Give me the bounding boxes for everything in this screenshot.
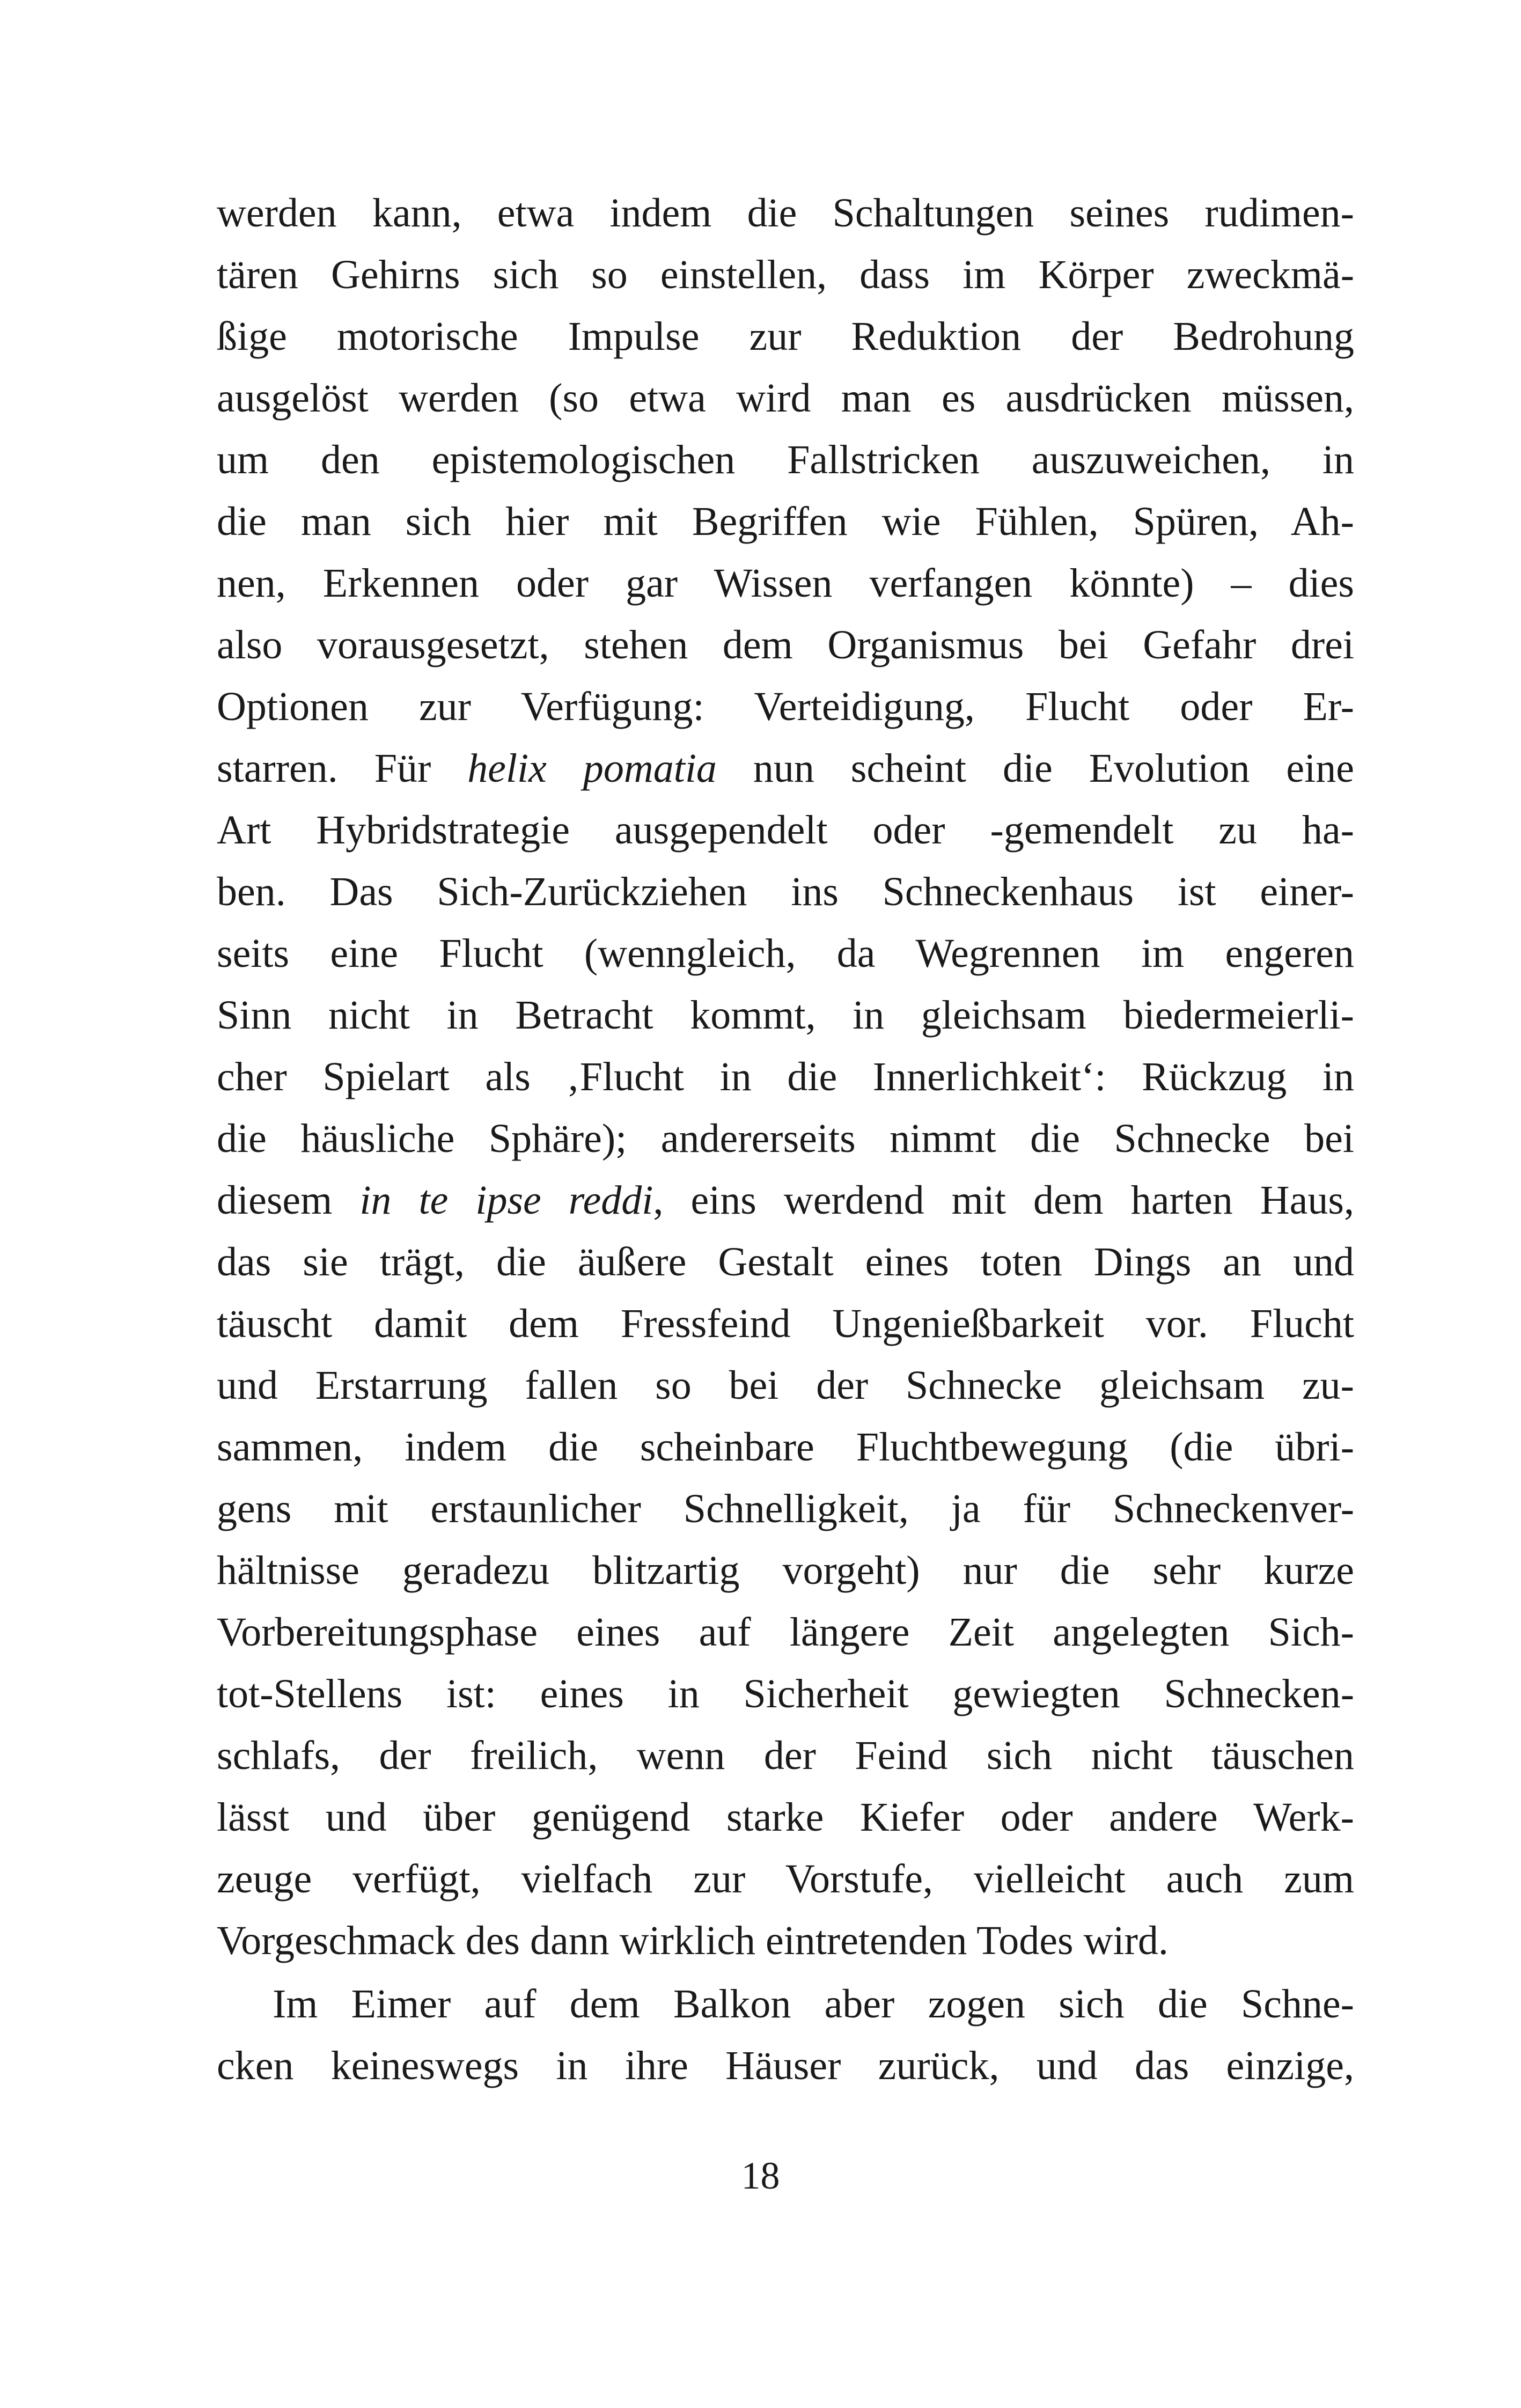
text-line: seits eine Flucht (wenngleich, da Wegrennen im engeren xyxy=(217,931,1354,976)
text-line: um den epistemologischen Fallstricken auszuweichen, in xyxy=(217,437,1354,482)
page-number: 18 xyxy=(741,2154,780,2197)
text-line: sammen, indem die scheinbare Fluchtbewegung (die übri- xyxy=(217,1425,1354,1470)
text-line xyxy=(217,738,1354,799)
text-line: tären Gehirns sich so einstellen, dass im Körper zweckmä- xyxy=(217,252,1354,297)
text-line-paragraph-end: Vorgeschmack des dann wirklich eintretenden Todes wird. xyxy=(217,1918,1169,1963)
text-line: Optionen zur Verfügung: Verteidigung, Flucht oder Er- xyxy=(217,684,1354,729)
text-line: werden kann, etwa indem die Schaltungen seines rudimen- xyxy=(217,190,1354,236)
text-line: cken keineswegs in ihre Häuser zurück, und das einzige, xyxy=(217,2043,1354,2088)
text-line-paragraph-start: Im Eimer auf dem Balkon aber zogen sich die Schne- xyxy=(273,1981,1354,2027)
text-line: cher Spielart als ‚Flucht in die Innerlichkeit‘: Rückzug in xyxy=(217,1054,1354,1099)
italic-term: in te ipse reddi xyxy=(359,1178,653,1223)
text-run: starren. Für xyxy=(217,746,468,791)
text-line: ben. Das Sich-Zurückziehen ins Schneckenhaus ist einer- xyxy=(217,869,1354,914)
text-line: Sinn nicht in Betracht kommt, in gleichsam biedermeierli- xyxy=(217,993,1354,1038)
text-line: schlafs, der freilich, wenn der Feind sich nicht täuschen xyxy=(217,1733,1354,1778)
text-line: Vorbereitungsphase eines auf längere Zeit angelegten Sich- xyxy=(217,1610,1354,1655)
italic-term: helix pomatia xyxy=(467,746,717,791)
text-run: , eins werdend mit dem harten Haus, xyxy=(653,1178,1354,1223)
text-line: die man sich hier mit Begriffen wie Fühlen, Spüren, Ah- xyxy=(217,499,1354,544)
text-line: die häusliche Sphäre); andererseits nimmt die Schnecke bei xyxy=(217,1116,1354,1161)
text-line: nen, Erkennen oder gar Wissen verfangen könnte) – dies xyxy=(217,561,1354,606)
text-run: diesem xyxy=(217,1178,360,1223)
text-line: lässt und über genügend starke Kiefer oder andere Werk- xyxy=(217,1795,1354,1840)
text-line: das sie trägt, die äußere Gestalt eines toten Dings an und xyxy=(217,1239,1354,1284)
text-line: und Erstarrung fallen so bei der Schnecke gleichsam zu- xyxy=(217,1363,1354,1408)
text-line: zeuge verfügt, vielfach zur Vorstufe, vielleicht auch zum xyxy=(217,1856,1354,1902)
text-line: Art Hybridstrategie ausgependelt oder -gemendelt zu ha- xyxy=(217,807,1354,853)
text-run: nun scheint die Evolution eine xyxy=(716,746,1355,791)
text-line: täuscht damit dem Fressfeind Ungenießbarkeit vor. Flucht xyxy=(217,1301,1354,1346)
text-line: gens mit erstaunlicher Schnelligkeit, ja für Schneckenver- xyxy=(217,1486,1354,1531)
text-line: hältnisse geradezu blitzartig vorgeht) nur die sehr kurze xyxy=(217,1548,1354,1593)
text-line: tot-Stellens ist: eines in Sicherheit gewiegten Schnecken- xyxy=(217,1671,1354,1716)
text-line xyxy=(217,1170,1354,1231)
text-line: also vorausgesetzt, stehen dem Organismus bei Gefahr drei xyxy=(217,622,1354,667)
text-line: ausgelöst werden (so etwa wird man es ausdrücken müssen, xyxy=(217,376,1354,421)
body-text xyxy=(217,182,1354,2097)
text-line: ßige motorische Impulse zur Reduktion der Bedrohung xyxy=(217,314,1354,359)
